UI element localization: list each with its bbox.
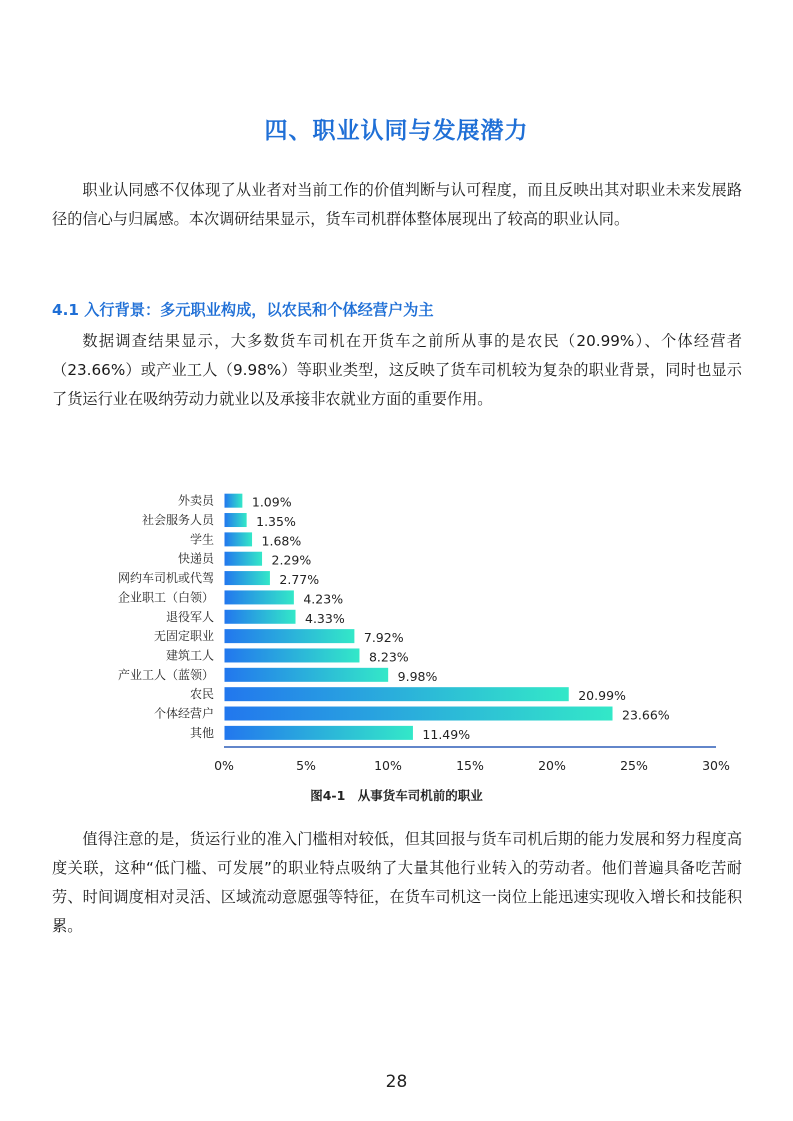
value-label: 1.35% bbox=[256, 514, 296, 530]
value-label: 8.23% bbox=[368, 649, 409, 665]
category-label: 退役军人 bbox=[165, 609, 214, 624]
subheading: 4.1 入行背景：多元职业构成，以农民和个体经营户为主 bbox=[52, 301, 434, 319]
value-label: 9.98% bbox=[397, 668, 438, 684]
bar bbox=[225, 668, 389, 682]
category-label: 社会服务人员 bbox=[141, 513, 214, 528]
x-tick-label: 15% bbox=[456, 758, 484, 773]
bar bbox=[225, 552, 263, 566]
category-label: 快递员 bbox=[177, 551, 214, 566]
category-label: 建筑工人 bbox=[165, 648, 214, 663]
occupation-bar-chart bbox=[0, 478, 793, 783]
category-label: 其他 bbox=[189, 725, 214, 740]
survey-paragraph: 数据调查结果显示，大多数货车司机在开货车之前所从事的是农民（20.99%）、个体经营者（23.66%）或产业工人（9.98%）等职业类型，这反映了货车司机较为复杂的职业背景，同时也显示了货运行业在吸纳劳动力就业以及承接非农就业方面的重要作用。 bbox=[52, 332, 742, 408]
bar bbox=[225, 590, 294, 604]
conclusion-paragraph: 值得注意的是，货运行业的准入门槛相对较低，但其回报与货车司机后期的能力发展和努力程度高度关联，这种“低门槛、可发展”的职业特点吸纳了大量其他行业转入的劳动者。他们普遍具备吃苦耐劳、时间调度相对灵活、区域流动意愿强等特征，在货车司机这一岗位上能迅速实现收入增长和技能积累。 bbox=[52, 830, 742, 935]
page-number: 28 bbox=[385, 1072, 408, 1092]
x-tick-label: 30% bbox=[702, 758, 730, 773]
value-label: 11.49% bbox=[422, 726, 471, 742]
value-label: 1.09% bbox=[251, 494, 292, 510]
intro-paragraph: 职业认同感不仅体现了从业者对当前工作的价值判断与认可程度，而且反映出其对职业未来发展路径的信心与归属感。本次调研结果显示，货车司机群体整体展现出了较高的职业认同。 bbox=[52, 181, 742, 228]
bar bbox=[225, 726, 413, 740]
x-tick-label: 5% bbox=[296, 758, 316, 773]
bar bbox=[225, 494, 243, 508]
bar bbox=[225, 571, 270, 585]
x-tick-label: 0% bbox=[214, 758, 234, 773]
value-label: 4.23% bbox=[303, 591, 344, 607]
x-tick-label: 20% bbox=[538, 758, 566, 773]
category-label: 无固定职业 bbox=[153, 629, 214, 644]
x-tick-label: 25% bbox=[620, 758, 648, 773]
bar bbox=[225, 629, 355, 643]
bar bbox=[225, 707, 613, 721]
value-label: 2.77% bbox=[279, 572, 320, 588]
category-label: 外卖员 bbox=[177, 493, 214, 508]
bar bbox=[225, 687, 569, 701]
section-title: 四、职业认同与发展潜力 bbox=[264, 118, 529, 144]
category-label: 网约车司机或代驾 bbox=[117, 571, 214, 586]
category-label: 个体经营户 bbox=[153, 706, 214, 721]
bar bbox=[225, 648, 360, 662]
value-label: 20.99% bbox=[578, 688, 626, 704]
value-label: 4.33% bbox=[305, 610, 345, 626]
bar bbox=[225, 513, 247, 527]
category-label: 产业工人（蓝领） bbox=[117, 667, 214, 682]
x-tick-label: 10% bbox=[374, 758, 402, 773]
value-label: 7.92% bbox=[363, 630, 404, 646]
bar bbox=[225, 610, 296, 624]
bar bbox=[225, 532, 253, 546]
category-label: 学生 bbox=[189, 532, 214, 547]
category-label: 企业职工（白领） bbox=[117, 590, 214, 605]
category-label: 农民 bbox=[189, 687, 214, 702]
value-label: 1.68% bbox=[261, 533, 302, 549]
figure-caption: 图4-1 从事货车司机前的职业 bbox=[310, 788, 483, 803]
value-label: 2.29% bbox=[271, 552, 312, 568]
value-label: 23.66% bbox=[622, 707, 670, 723]
